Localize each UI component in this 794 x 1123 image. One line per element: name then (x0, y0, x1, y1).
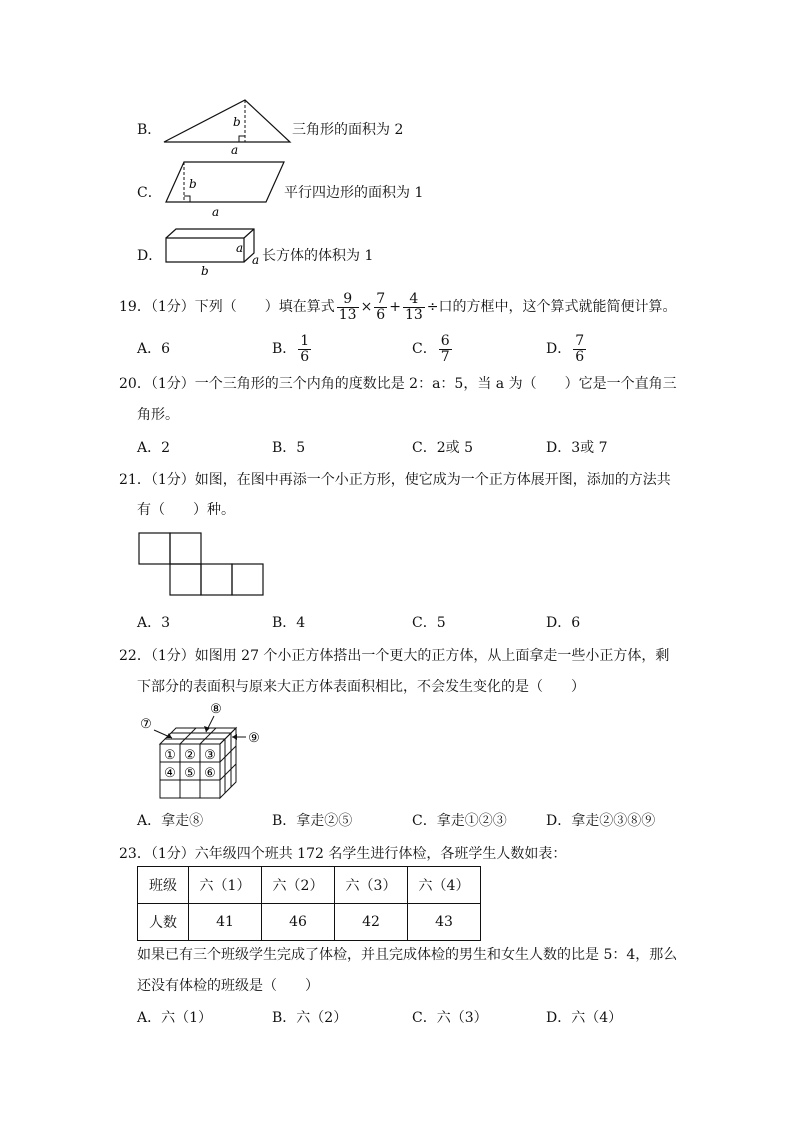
option-d[interactable]: D．3或 7 (546, 440, 608, 456)
table-cell: 41 (189, 904, 262, 941)
table-row (138, 904, 481, 941)
q23-line3: 还没有体检的班级是（ ） (137, 978, 319, 994)
option-a[interactable]: A．3 (137, 615, 171, 631)
triangle-figure (160, 96, 295, 156)
q20-line1: 20．（1分）一个三角形的三个内角的度数比是 2：a：5，当 a 为（ ）它是一个直角三 (119, 376, 677, 392)
q18-d-text: 长方体的体积为 1 (262, 248, 374, 264)
option-d[interactable]: D．6 (546, 615, 581, 631)
table-cell: 43 (408, 904, 481, 941)
var-b: b (201, 264, 209, 278)
option-b[interactable]: B． $\frac{1}{6}$ (272, 332, 310, 365)
q21-line1: 21．（1分）如图，在图中再添一个小正方形，使它成为一个正方体展开图，添加的方法共 (119, 472, 671, 488)
q23-line1: 23．（1分）六年级四个班共 172 名学生进行体检，各班学生人数如表： (119, 846, 567, 862)
q19-stem: 19．（1分）下列（ ）填在算式 $\frac{9}{13}$ × $\frac{7}{6}$ + $\frac{4}{13}$ ÷口的方框中，这个算式就能简便计算。 (119, 290, 677, 323)
option-c[interactable]: C．六（3） (412, 1010, 488, 1026)
fraction: $\frac{9}{13}$ (338, 290, 357, 323)
q22-line2: 下部分的表面积与原来大正方体表面积相比，不会发生变化的是（ ） (137, 679, 585, 695)
option-b[interactable]: B．4 (272, 615, 306, 631)
option-c[interactable]: C．2或 5 (412, 440, 473, 456)
fraction: $\frac{4}{13}$ (404, 290, 423, 323)
fraction: $\frac{7}{6}$ (376, 290, 386, 323)
q21-line2: 有（ ）种。 (137, 502, 235, 518)
cell-4-label: ④ (164, 766, 176, 781)
table-header: 班级 (138, 867, 189, 904)
q18-b-label: B． (137, 122, 162, 138)
cube-net-figure (138, 532, 266, 598)
var-a: a (236, 241, 244, 255)
q19-tail: ÷口的方框中，这个算式就能简便计算。 (426, 299, 677, 315)
table-header: 六（2） (262, 867, 335, 904)
option-c[interactable]: C．拿走①②③ (412, 813, 507, 829)
cell-1-label: ① (164, 748, 176, 763)
option-d[interactable]: D． $\frac{7}{6}$ (546, 332, 585, 365)
q18-c-label: C． (137, 185, 162, 201)
var-a: a (231, 143, 239, 156)
table-cell: 42 (335, 904, 408, 941)
table-header: 六（4） (408, 867, 481, 904)
cell-3-label: ③ (204, 748, 216, 763)
table-row (138, 867, 481, 904)
big-cube-figure (136, 700, 266, 802)
option-c[interactable]: C．5 (412, 615, 446, 631)
var-a: a (252, 253, 260, 267)
q18-c-text: 平行四边形的面积为 1 (284, 185, 424, 201)
option-a[interactable]: A．六（1） (137, 1010, 213, 1026)
var-b: b (189, 177, 197, 191)
option-a[interactable]: A．2 (137, 440, 171, 456)
cell-6-label: ⑥ (204, 766, 216, 781)
option-b[interactable]: B．拿走②⑤ (272, 813, 353, 829)
q20-line2: 角形。 (137, 407, 179, 423)
option-a[interactable]: A．拿走⑧ (137, 813, 204, 829)
option-a[interactable]: A．6 (137, 341, 171, 357)
cell-7-label: ⑦ (140, 717, 152, 732)
cell-5-label: ⑤ (184, 766, 196, 781)
var-b: b (233, 115, 241, 129)
option-b[interactable]: B．5 (272, 440, 306, 456)
option-d[interactable]: D．拿走②③⑧⑨ (546, 813, 656, 829)
parallelogram-figure (162, 160, 287, 222)
q23-line2: 如果已有三个班级学生完成了体检，并且完成体检的男生和女生人数的比是 5：4，那么 (137, 947, 678, 963)
option-b[interactable]: B．六（2） (272, 1010, 348, 1026)
q19-num: 19．（1分）下列（ ）填在算式 (119, 299, 335, 315)
cell-9-label: ⑨ (248, 731, 260, 746)
cuboid-figure (162, 226, 262, 278)
cell-2-label: ② (184, 748, 196, 763)
q22-line1: 22．（1分）如图用 27 个小正方体搭出一个更大的正方体，从上面拿走一些小正方体，剩 (119, 648, 670, 664)
table-cell: 人数 (138, 904, 189, 941)
table-header: 六（1） (189, 867, 262, 904)
q18-d-label: D． (137, 248, 163, 264)
table-cell: 46 (262, 904, 335, 941)
q18-b-text: 三角形的面积为 2 (292, 122, 404, 138)
class-table (137, 866, 481, 941)
option-c[interactable]: C． $\frac{6}{7}$ (412, 332, 450, 365)
var-a: a (212, 205, 220, 219)
cell-8-label: ⑧ (210, 702, 222, 717)
option-d[interactable]: D．六（4） (546, 1010, 623, 1026)
table-header: 六（3） (335, 867, 408, 904)
